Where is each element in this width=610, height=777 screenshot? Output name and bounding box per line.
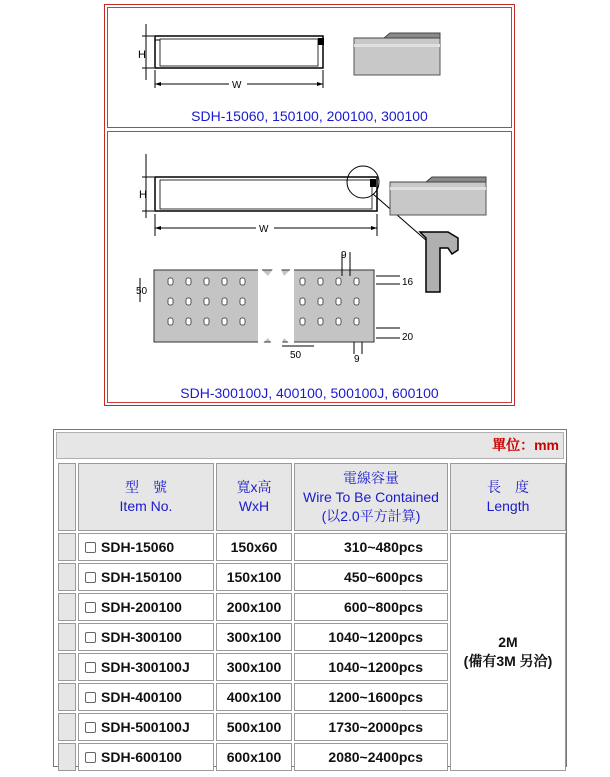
size-cell: 400x100 [216, 683, 292, 711]
row-checkbox[interactable] [85, 662, 96, 673]
size-cell: 200x100 [216, 593, 292, 621]
row-checkbox[interactable] [85, 572, 96, 583]
item-cell [78, 563, 214, 591]
header-length [450, 463, 566, 531]
header-size [216, 463, 292, 531]
spec-table [56, 461, 568, 773]
dim-w-label-large: W [259, 224, 269, 235]
header-length-en: Length [486, 498, 530, 514]
figure-frame [104, 4, 515, 406]
dim-16: 16 [402, 277, 414, 288]
large-duct-drawing [108, 132, 513, 404]
item-number: SDH-15060 [101, 539, 175, 555]
figure-caption-small: SDH-15060, 150100, 200100, 300100 [191, 108, 428, 124]
item-cell [78, 713, 214, 741]
item-number: SDH-500100J [101, 719, 190, 735]
row-stub [58, 563, 76, 591]
row-checkbox[interactable] [85, 752, 96, 763]
item-number: SDH-200100 [101, 599, 182, 615]
header-item-zh: 型 號 [125, 479, 167, 495]
row-stub [58, 533, 76, 561]
row-stub [58, 743, 76, 771]
row-checkbox[interactable] [85, 602, 96, 613]
item-number: SDH-300100 [101, 629, 182, 645]
item-cell [78, 683, 214, 711]
row-checkbox[interactable] [85, 542, 96, 553]
figure-panel-large-duct [107, 131, 512, 403]
header-size-zh: 寬x高 [236, 479, 272, 495]
item-cell [78, 623, 214, 651]
row-stub [58, 653, 76, 681]
size-cell: 150x100 [216, 563, 292, 591]
wire-capacity-cell: 1200~1600pcs [294, 683, 448, 711]
header-row [58, 463, 566, 531]
unit-label: 單位：mm [56, 432, 564, 459]
row-stub [58, 713, 76, 741]
dim-h-label: H [138, 49, 146, 61]
row-checkbox[interactable] [85, 632, 96, 643]
figure-caption-large: SDH-300100J, 400100, 500100J, 600100 [180, 385, 439, 401]
wire-capacity-cell: 450~600pcs [294, 563, 448, 591]
header-length-zh: 長 度 [487, 479, 529, 495]
row-stub [58, 623, 76, 651]
row-checkbox[interactable] [85, 692, 96, 703]
wire-capacity-cell: 2080~2400pcs [294, 743, 448, 771]
size-cell: 500x100 [216, 713, 292, 741]
item-cell [78, 653, 214, 681]
header-stub [58, 463, 76, 531]
size-cell: 600x100 [216, 743, 292, 771]
item-number: SDH-150100 [101, 569, 182, 585]
header-item-en: Item No. [119, 498, 173, 514]
length-value: 2M [498, 634, 518, 650]
spec-table-frame [53, 429, 567, 767]
length-cell [450, 533, 566, 771]
length-note: (備有3M 另洽) [463, 653, 553, 669]
dim-9-bottom: 9 [354, 354, 360, 365]
item-cell [78, 743, 214, 771]
size-cell: 150x60 [216, 533, 292, 561]
dim-50-left: 50 [136, 286, 148, 297]
row-stub [58, 593, 76, 621]
row-stub [58, 683, 76, 711]
dim-20: 20 [402, 332, 414, 343]
wire-capacity-cell: 1040~1200pcs [294, 653, 448, 681]
wire-capacity-cell: 310~480pcs [294, 533, 448, 561]
header-size-en: WxH [238, 498, 270, 514]
dim-50-bottom: 50 [290, 350, 302, 361]
dim-h-label-large: H [139, 189, 147, 201]
figure-panel-small-duct [107, 7, 512, 128]
item-number: SDH-300100J [101, 659, 190, 675]
table-row [58, 533, 566, 561]
wire-capacity-cell: 600~800pcs [294, 593, 448, 621]
item-cell [78, 593, 214, 621]
wire-capacity-cell: 1730~2000pcs [294, 713, 448, 741]
item-number: SDH-400100 [101, 689, 182, 705]
row-checkbox[interactable] [85, 722, 96, 733]
header-wire-en: Wire To Be Contained [303, 488, 439, 505]
dim-9-top: 9 [341, 250, 347, 261]
wire-capacity-cell: 1040~1200pcs [294, 623, 448, 651]
header-wire-zh: 電線容量 [343, 469, 399, 486]
item-number: SDH-600100 [101, 749, 182, 765]
header-item [78, 463, 214, 531]
size-cell: 300x100 [216, 653, 292, 681]
header-wire-note: (以2.0平方計算) [321, 507, 421, 524]
item-cell [78, 533, 214, 561]
size-cell: 300x100 [216, 623, 292, 651]
dim-w-label: W [232, 80, 242, 91]
header-wire [294, 463, 448, 531]
